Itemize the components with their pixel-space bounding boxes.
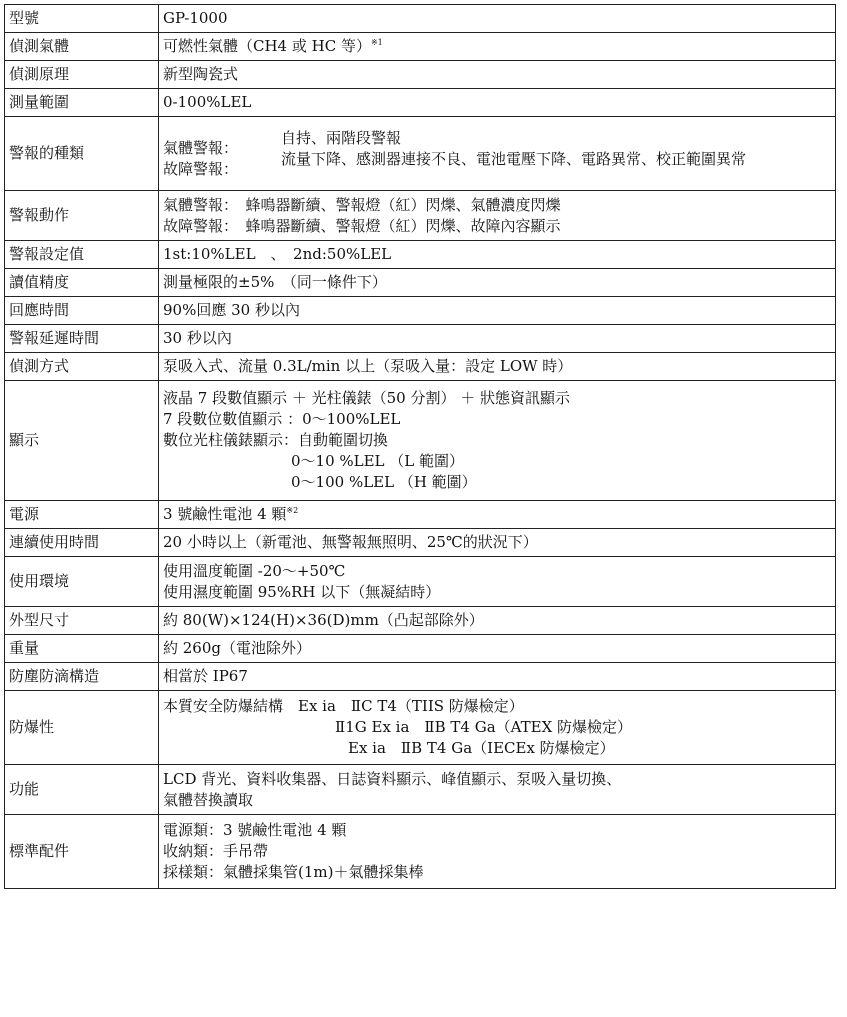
row-alarm-type bbox=[5, 117, 836, 191]
label-principle: 偵測原理 bbox=[5, 61, 159, 89]
row-weight bbox=[5, 635, 836, 663]
alarm-action-gas: 氣體警報： 蜂鳴器斷續、警報燈（紅）閃爍、氣體濃度閃爍 bbox=[163, 195, 561, 214]
functions-line-1: LCD 背光、資料收集器、日誌資料顯示、峰值顯示、泵吸入量切換、 bbox=[163, 769, 622, 788]
value-dimensions: 約 80(W)×124(H)×36(D)mm（凸起部除外） bbox=[159, 607, 836, 635]
row-ip bbox=[5, 663, 836, 691]
row-model bbox=[5, 5, 836, 33]
label-environment: 使用環境 bbox=[5, 557, 159, 607]
accessories-line-1: 電源類：3 號鹼性電池 4 顆 bbox=[163, 821, 347, 839]
row-delay bbox=[5, 325, 836, 353]
row-power bbox=[5, 501, 836, 529]
label-power: 電源 bbox=[5, 501, 159, 529]
label-accessories: 標準配件 bbox=[5, 815, 159, 889]
value-range: 0-100%LEL bbox=[159, 89, 836, 117]
display-line-5: 0～100 %LEL （H 範圍） bbox=[291, 473, 477, 491]
row-method bbox=[5, 353, 836, 381]
value-gas-cell bbox=[159, 33, 836, 61]
value-accessories bbox=[159, 815, 836, 889]
value-runtime: 20 小時以上（新電池、無警報無照明、25℃的狀況下） bbox=[159, 529, 836, 557]
value-model: GP-1000 bbox=[159, 5, 836, 33]
label-accuracy: 讀值精度 bbox=[5, 269, 159, 297]
alarm-fault-value: 流量下降、感測器連接不良、電池電壓下降、電路異常、校正範圍異常 bbox=[281, 149, 747, 168]
value-environment bbox=[159, 557, 836, 607]
value-gas: 可燃性氣體（CH4 或 HC 等） bbox=[163, 37, 371, 55]
label-delay: 警報延遲時間 bbox=[5, 325, 159, 353]
row-explosion bbox=[5, 691, 836, 765]
label-alarm-action: 警報動作 bbox=[5, 191, 159, 241]
value-functions bbox=[159, 765, 836, 815]
row-accessories bbox=[5, 815, 836, 889]
label-functions: 功能 bbox=[5, 765, 159, 815]
label-alarm-setpoint: 警報設定值 bbox=[5, 241, 159, 269]
functions-line-2: 氣體替換讀取 bbox=[163, 790, 254, 809]
display-line-4: 0～10 %LEL （L 範圍） bbox=[291, 452, 465, 470]
label-runtime: 連續使用時間 bbox=[5, 529, 159, 557]
row-response bbox=[5, 297, 836, 325]
explosion-line-2: Ⅱ1G Ex ia ⅡB T4 Ga（ATEX 防爆檢定） bbox=[335, 718, 633, 736]
value-alarm-setpoint: 1st:10%LEL 、 2nd:50%LEL bbox=[159, 241, 836, 269]
explosion-line-1: 本質安全防爆結構 Ex ia ⅡC T4（TIIS 防爆檢定） bbox=[163, 697, 524, 715]
label-display: 顯示 bbox=[5, 381, 159, 501]
row-runtime bbox=[5, 529, 836, 557]
row-environment bbox=[5, 557, 836, 607]
value-accuracy: 測量極限的±5% （同一條件下） bbox=[159, 269, 836, 297]
value-principle: 新型陶瓷式 bbox=[159, 61, 836, 89]
row-dimensions bbox=[5, 607, 836, 635]
value-power-cell bbox=[159, 501, 836, 529]
label-dimensions: 外型尺寸 bbox=[5, 607, 159, 635]
spec-table bbox=[4, 4, 836, 889]
explosion-line-3: Ex ia ⅡB T4 Ga（IECEx 防爆檢定） bbox=[348, 739, 615, 757]
display-line-2: 7 段數位數值顯示 ：0～100%LEL bbox=[163, 410, 401, 428]
env-line-2: 使用濕度範圍 95%RH 以下（無凝結時） bbox=[163, 582, 441, 601]
row-functions bbox=[5, 765, 836, 815]
label-ip: 防塵防滴構造 bbox=[5, 663, 159, 691]
label-response: 回應時間 bbox=[5, 297, 159, 325]
value-ip: 相當於 IP67 bbox=[159, 663, 836, 691]
display-line-3: 數位光柱儀錶顯示：自動範圍切換 bbox=[163, 431, 389, 449]
accessories-line-2: 收納類：手吊帶 bbox=[163, 842, 269, 860]
value-delay: 30 秒以內 bbox=[159, 325, 836, 353]
note-1: ※1 bbox=[370, 38, 383, 47]
value-alarm-action bbox=[159, 191, 836, 241]
label-range: 測量範圍 bbox=[5, 89, 159, 117]
row-display bbox=[5, 381, 836, 501]
alarm-gas-label: 氣體警報： bbox=[163, 138, 239, 157]
value-display bbox=[159, 381, 836, 501]
row-alarm-setpoint bbox=[5, 241, 836, 269]
row-alarm-action bbox=[5, 191, 836, 241]
value-response: 90%回應 30 秒以內 bbox=[159, 297, 836, 325]
value-method: 泵吸入式、流量 0.3L/min 以上（泵吸入量：設定 LOW 時） bbox=[159, 353, 836, 381]
display-line-1: 液晶 7 段數值顯示 ＋ 光柱儀錶（50 分割） ＋ 狀態資訊顯示 bbox=[163, 389, 571, 407]
label-method: 偵測方式 bbox=[5, 353, 159, 381]
alarm-fault-label: 故障警報： bbox=[163, 159, 239, 178]
value-alarm-type bbox=[159, 117, 836, 191]
label-alarm-type: 警報的種類 bbox=[5, 117, 159, 191]
row-principle bbox=[5, 61, 836, 89]
label-model: 型號 bbox=[5, 5, 159, 33]
label-weight: 重量 bbox=[5, 635, 159, 663]
row-accuracy bbox=[5, 269, 836, 297]
value-power: 3 號鹼性電池 4 顆 bbox=[163, 505, 287, 523]
value-weight: 約 260g（電池除外） bbox=[159, 635, 836, 663]
row-range bbox=[5, 89, 836, 117]
note-2: ※2 bbox=[286, 506, 299, 515]
env-line-1: 使用溫度範圍 -20～+50℃ bbox=[163, 561, 346, 580]
row-gas bbox=[5, 33, 836, 61]
alarm-action-fault: 故障警報： 蜂鳴器斷續、警報燈（紅）閃爍、故障內容顯示 bbox=[163, 216, 561, 235]
alarm-gas-value: 自持、兩階段警報 bbox=[281, 128, 402, 147]
accessories-line-3: 採樣類：氣體採集管(1m)＋氣體採集棒 bbox=[163, 863, 424, 881]
label-explosion: 防爆性 bbox=[5, 691, 159, 765]
value-explosion bbox=[159, 691, 836, 765]
label-gas: 偵測氣體 bbox=[5, 33, 159, 61]
